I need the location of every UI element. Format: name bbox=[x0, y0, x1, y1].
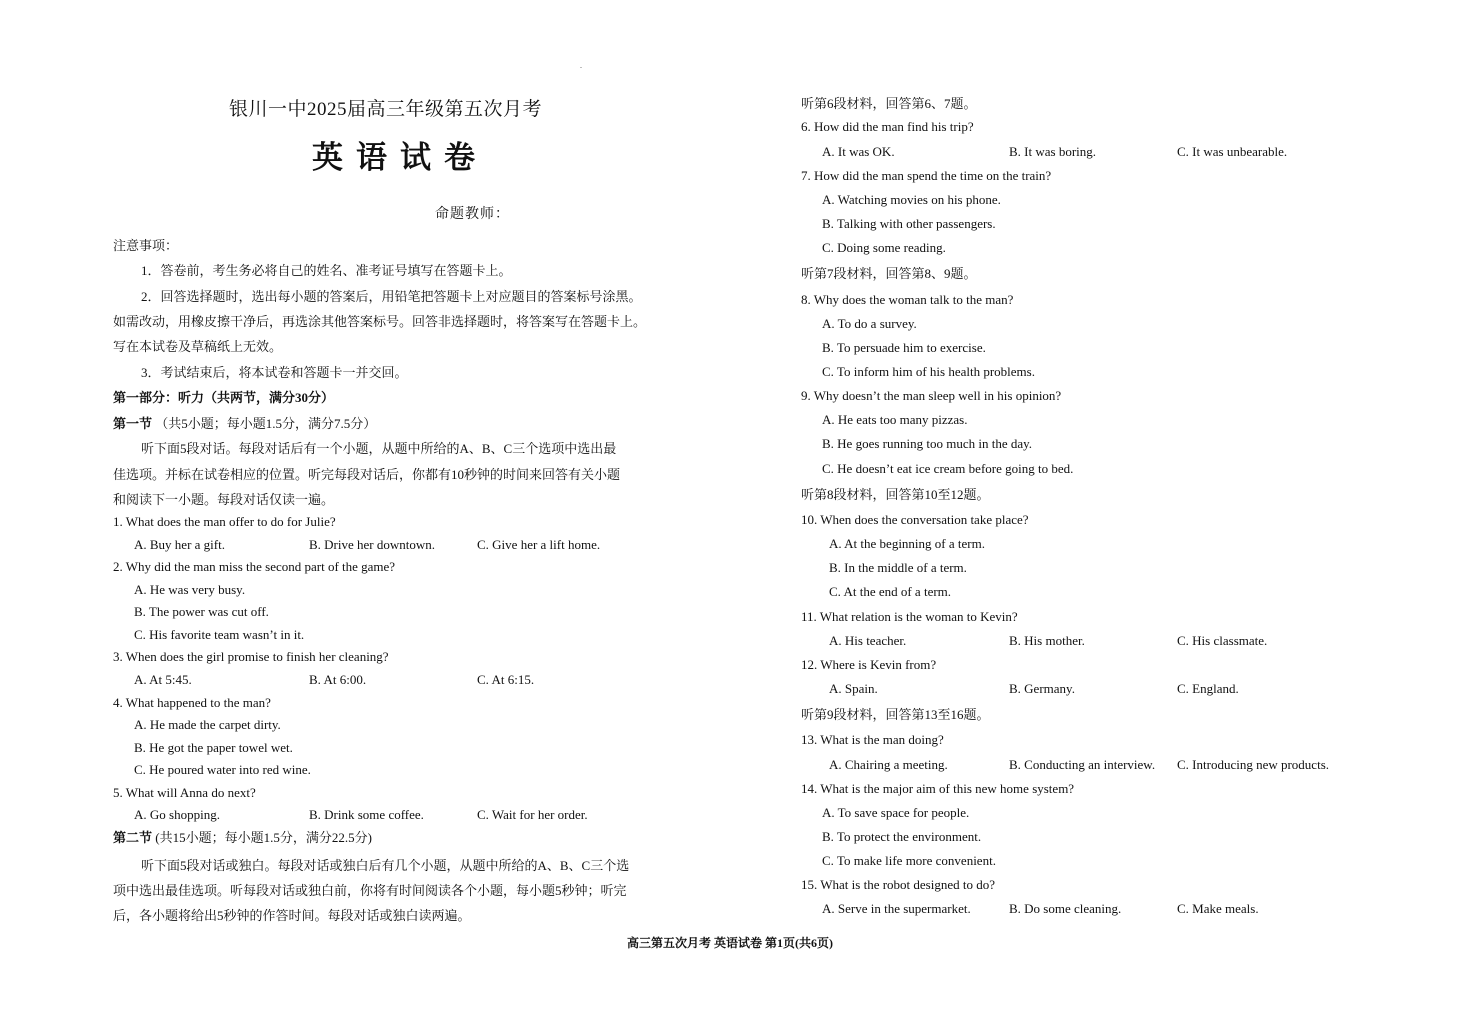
option-5b: B. Drink some coffee. bbox=[309, 807, 424, 822]
option-11b: B. His mother. bbox=[1009, 633, 1085, 648]
question-13: 13. What is the man doing? bbox=[801, 732, 944, 747]
question-3: 3. When does the girl promise to finish her cleaning? bbox=[113, 649, 389, 664]
question-14: 14. What is the major aim of this new home system? bbox=[801, 781, 1075, 796]
option-11c: C. His classmate. bbox=[1177, 633, 1268, 648]
section2-heading: 第二节 bbox=[113, 830, 153, 845]
section1-instructions-end: 和阅读下一小题。每段对话仅读一遍。 bbox=[113, 492, 335, 507]
option-6a: A. It was OK. bbox=[822, 144, 895, 159]
option-12b: B. Germany. bbox=[1009, 681, 1075, 696]
option-13c: C. Introducing new products. bbox=[1177, 757, 1330, 772]
option-2b: B. The power was cut off. bbox=[134, 604, 269, 619]
school-title: 银川一中2025届高三年级第五次月考 bbox=[229, 99, 543, 120]
question-5: 5. What will Anna do next? bbox=[113, 785, 256, 800]
option-8c: C. To inform him of his health problems. bbox=[822, 364, 1035, 379]
section1-line bbox=[113, 416, 376, 432]
option-10b: B. In the middle of a term. bbox=[829, 560, 967, 575]
option-9a: A. He eats too many pizzas. bbox=[822, 412, 968, 427]
material-7-heading: 听第7段材料，回答第8、9题。 bbox=[801, 266, 977, 281]
option-15a: A. Serve in the supermarket. bbox=[822, 901, 971, 916]
option-6c: C. It was unbearable. bbox=[1177, 144, 1288, 159]
section2-instructions: 听下面5段对话或独白。每段对话或独白后有几个小题，从题中所给的A、B、C三个选 bbox=[141, 858, 630, 873]
option-9c: C. He doesn’t eat ice cream before going to bed. bbox=[822, 461, 1074, 476]
question-4: 4. What happened to the man? bbox=[113, 695, 271, 710]
material-8-heading: 听第8段材料，回答第10至12题。 bbox=[801, 487, 990, 502]
option-5c: C. Wait for her order. bbox=[477, 807, 588, 822]
option-4b: B. He got the paper towel wet. bbox=[134, 740, 293, 755]
option-10c: C. At the end of a term. bbox=[829, 584, 952, 599]
question-1: 1. What does the man offer to do for Julie? bbox=[113, 514, 336, 529]
section1-info: （共5小题；每小题1.5分，满分7.5分） bbox=[155, 416, 377, 431]
option-5a: A. Go shopping. bbox=[134, 807, 220, 822]
section1-instructions: 听下面5段对话。每段对话后有一个小题，从题中所给的A、B、C三个选项中选出最 bbox=[141, 441, 617, 456]
option-10a: A. At the beginning of a term. bbox=[829, 536, 985, 551]
question-9: 9. Why doesn’t the man sleep well in his opinion? bbox=[801, 388, 1062, 403]
option-4c: C. He poured water into red wine. bbox=[134, 762, 311, 777]
section1-heading: 第一节 bbox=[113, 416, 153, 431]
question-2: 2. Why did the man miss the second part of the game? bbox=[113, 559, 396, 574]
subject-title: 英语试卷 bbox=[312, 140, 488, 176]
option-14b: B. To protect the environment. bbox=[822, 829, 982, 844]
option-12c: C. England. bbox=[1177, 681, 1239, 696]
option-12a: A. Spain. bbox=[829, 681, 878, 696]
option-13b: B. Conducting an interview. bbox=[1009, 757, 1156, 772]
note-1: 1．答卷前，考生务必将自己的姓名、准考证号填写在答题卡上。 bbox=[141, 263, 512, 278]
option-4a: A. He made the carpet dirty. bbox=[134, 717, 281, 732]
option-11a: A. His teacher. bbox=[829, 633, 907, 648]
scan-dot: . bbox=[580, 61, 582, 70]
option-7a: A. Watching movies on his phone. bbox=[822, 192, 1001, 207]
option-13a: A. Chairing a meeting. bbox=[829, 757, 948, 772]
option-15c: C. Make meals. bbox=[1177, 901, 1259, 916]
note-2-end: 写在本试卷及草稿纸上无效。 bbox=[113, 339, 283, 354]
section1-instructions-cont: 佳选项。并标在试卷相应的位置。听完每段对话后，你都有10秒钟的时间来回答有关小题 bbox=[113, 467, 621, 482]
material-9-heading: 听第9段材料，回答第13至16题。 bbox=[801, 707, 990, 722]
question-8: 8. Why does the woman talk to the man? bbox=[801, 292, 1014, 307]
question-12: 12. Where is Kevin from? bbox=[801, 657, 937, 672]
option-1c: C. Give her a lift home. bbox=[477, 537, 601, 552]
question-6: 6. How did the man find his trip? bbox=[801, 119, 974, 134]
option-7c: C. Doing some reading. bbox=[822, 240, 946, 255]
option-15b: B. Do some cleaning. bbox=[1009, 901, 1122, 916]
option-3c: C. At 6:15. bbox=[477, 672, 535, 687]
note-2: 2．回答选择题时，选出每小题的答案后，用铅笔把答题卡上对应题目的答案标号涂黑。 bbox=[141, 289, 642, 304]
question-11: 11. What relation is the woman to Kevin? bbox=[801, 609, 1018, 624]
option-8a: A. To do a survey. bbox=[822, 316, 917, 331]
option-14a: A. To save space for people. bbox=[822, 805, 970, 820]
page-footer: 高三第五次月考 英语试卷 第1页(共6页) bbox=[627, 936, 833, 950]
option-6b: B. It was boring. bbox=[1009, 144, 1097, 159]
option-1b: B. Drive her downtown. bbox=[309, 537, 436, 552]
option-9b: B. He goes running too much in the day. bbox=[822, 436, 1033, 451]
option-3b: B. At 6:00. bbox=[309, 672, 367, 687]
note-3: 3．考试结束后，将本试卷和答题卡一并交回。 bbox=[141, 365, 408, 380]
option-2a: A. He was very busy. bbox=[134, 582, 246, 597]
option-1a: A. Buy her a gift. bbox=[134, 537, 225, 552]
option-7b: B. Talking with other passengers. bbox=[822, 216, 996, 231]
note-2-cont: 如需改动，用橡皮擦干净后，再选涂其他答案标号。回答非选择题时，将答案写在答题卡上。 bbox=[113, 314, 647, 329]
section2-line bbox=[113, 830, 372, 846]
part1-heading: 第一部分：听力（共两节，满分30分） bbox=[113, 390, 335, 405]
question-7: 7. How did the man spend the time on the train? bbox=[801, 168, 1052, 183]
option-2c: C. His favorite team wasn’t in it. bbox=[134, 627, 305, 642]
option-3a: A. At 5:45. bbox=[134, 672, 192, 687]
material-6-heading: 听第6段材料，回答第6、7题。 bbox=[801, 96, 977, 111]
teacher-label: 命题教师： bbox=[435, 207, 510, 222]
question-15: 15. What is the robot designed to do? bbox=[801, 877, 996, 892]
section2-info: (共15小题；每小题1.5分，满分22.5分) bbox=[155, 830, 372, 845]
question-10: 10. When does the conversation take place? bbox=[801, 512, 1029, 527]
section2-instructions-end: 后，各小题将给出5秒钟的作答时间。每段对话或独白读两遍。 bbox=[113, 908, 471, 923]
option-14c: C. To make life more convenient. bbox=[822, 853, 996, 868]
section2-instructions-cont: 项中选出最佳选项。听每段对话或独白前，你将有时间阅读各个小题，每小题5秒钟；听完 bbox=[113, 883, 627, 898]
option-8b: B. To persuade him to exercise. bbox=[822, 340, 986, 355]
notes-heading: 注意事项： bbox=[113, 238, 179, 253]
